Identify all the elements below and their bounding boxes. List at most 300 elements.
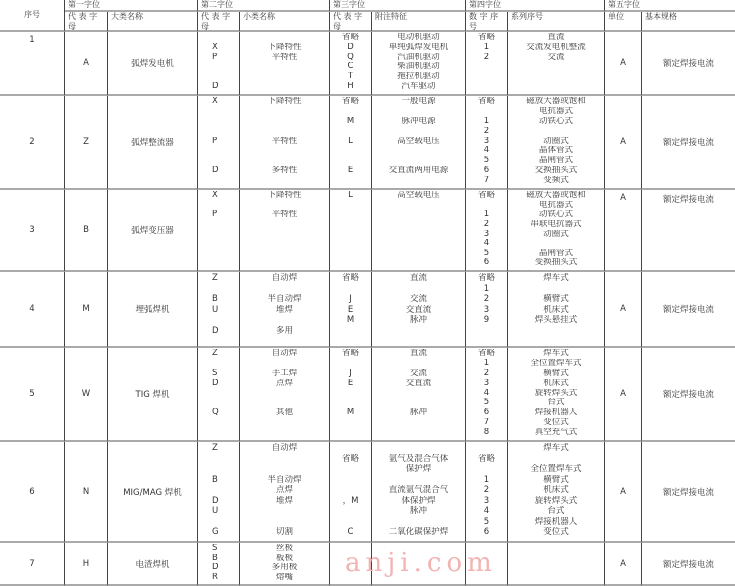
c2-line bbox=[212, 315, 239, 326]
name2-line: 下降特性 bbox=[267, 191, 302, 200]
name2-line: 半自动焊 bbox=[267, 294, 302, 304]
name4-line: 变位式 bbox=[543, 527, 569, 537]
c2-line: S bbox=[212, 544, 218, 553]
name4-line: 动铁心式 bbox=[538, 210, 573, 220]
basic-spec bbox=[642, 96, 735, 190]
header-subcolumn-label: 代 表 字母 bbox=[333, 12, 363, 31]
c4-line: 2 bbox=[483, 294, 490, 304]
c2-line bbox=[212, 359, 239, 369]
basic-spec-text: 额定焊接电流 bbox=[662, 59, 714, 69]
c3-line bbox=[330, 107, 371, 117]
c4-line: 4 bbox=[483, 506, 490, 516]
name4-line: 变位式 bbox=[543, 418, 569, 428]
c4-line bbox=[466, 464, 507, 475]
note3-line bbox=[372, 127, 465, 137]
note3-cell bbox=[372, 32, 466, 96]
c3-line: T bbox=[347, 72, 354, 82]
c3-line bbox=[330, 359, 371, 369]
c3-line bbox=[330, 464, 371, 475]
name4-line: 交流发电机整流 bbox=[526, 42, 586, 52]
c3-line bbox=[330, 398, 371, 408]
note3-line bbox=[372, 443, 465, 454]
c3-line: 省略 bbox=[341, 453, 359, 464]
name4-line: 电抗器式 bbox=[538, 106, 573, 116]
c4-line: 5 bbox=[483, 248, 490, 258]
unit bbox=[605, 348, 642, 442]
class-name-text: 弧焊整流器 bbox=[131, 138, 174, 148]
name2-line: 点焊 bbox=[275, 378, 293, 388]
c2-line: S bbox=[212, 368, 218, 378]
class-code-text: B bbox=[83, 225, 89, 235]
name2-line: 切割 bbox=[275, 527, 293, 537]
note3-line bbox=[372, 359, 465, 369]
row-number bbox=[0, 272, 65, 348]
c4-line: 6 bbox=[483, 166, 490, 176]
name4-line: 磁放大器或饱和 bbox=[526, 191, 586, 200]
c3-cell bbox=[330, 442, 372, 543]
c3-line bbox=[330, 443, 371, 454]
c3-line: C bbox=[347, 62, 354, 72]
header-subcolumn bbox=[605, 12, 642, 32]
class-code-text: H bbox=[82, 558, 90, 569]
class-name-text: 电渣焊机 bbox=[135, 559, 170, 570]
name2-line bbox=[240, 156, 329, 166]
name4-line: 焊车式 bbox=[543, 443, 569, 453]
header-group bbox=[605, 0, 735, 12]
c2-line: P bbox=[212, 136, 218, 146]
name4-line: 焊车式 bbox=[543, 349, 569, 358]
note3-line bbox=[372, 517, 465, 528]
c3-line: Q bbox=[347, 52, 354, 62]
name4-line: 交换抽头式 bbox=[534, 166, 578, 176]
note3-line bbox=[372, 107, 465, 117]
name2-line: 点焊 bbox=[275, 485, 293, 495]
name4-line: 台式 bbox=[547, 398, 565, 408]
c4-line: 1 bbox=[483, 283, 490, 294]
name4-line: 台式 bbox=[547, 506, 565, 516]
header-subcolumn bbox=[372, 12, 466, 32]
name2-line: 堆焊 bbox=[275, 304, 293, 315]
basic-spec-text: 额定焊接电流 bbox=[662, 195, 714, 205]
basic-spec bbox=[642, 348, 735, 442]
name2-line bbox=[240, 464, 329, 475]
c2-line bbox=[212, 117, 239, 127]
c4-cell bbox=[466, 190, 508, 272]
row-number bbox=[0, 348, 65, 442]
name4-line bbox=[508, 239, 604, 249]
name4-line: 机床式 bbox=[543, 378, 569, 388]
name2-line bbox=[240, 398, 329, 408]
c3-line: J bbox=[349, 368, 352, 378]
c2-line: D bbox=[212, 82, 219, 92]
c3-line: 省略 bbox=[341, 33, 359, 42]
name2-line: 多用 bbox=[275, 325, 293, 336]
c4-line: 4 bbox=[483, 146, 490, 156]
c4-cell bbox=[466, 442, 508, 543]
c2-line: B bbox=[212, 474, 218, 485]
unit bbox=[605, 442, 642, 543]
header-subcolumn-label: 代 表 字母 bbox=[201, 12, 231, 31]
row-number-text: 1 bbox=[29, 35, 35, 45]
c3-line bbox=[330, 517, 371, 528]
c2-line: Z bbox=[212, 349, 218, 358]
header-group-label: 第三字位 bbox=[333, 0, 365, 9]
c4-line: 5 bbox=[483, 398, 490, 408]
c4-line: 6 bbox=[483, 527, 490, 537]
note3-line: 二氧化碳保护焊 bbox=[388, 527, 449, 537]
name4-line: 焊头悬挂式 bbox=[534, 315, 578, 325]
c2-line bbox=[212, 72, 239, 82]
header-subcolumn-label: 小类名称 bbox=[243, 12, 275, 21]
c2-line bbox=[212, 33, 239, 43]
c3-cell bbox=[330, 190, 372, 272]
basic-spec bbox=[642, 543, 735, 586]
c4-line: 6 bbox=[483, 408, 490, 418]
header-subcolumn-label: 代 表 字母 bbox=[68, 12, 98, 31]
c4-line: 2 bbox=[483, 485, 490, 495]
c2-line: P bbox=[212, 210, 218, 220]
class-name-text: 弧焊变压器 bbox=[131, 226, 174, 236]
c4-line: 7 bbox=[483, 176, 490, 185]
c4-line: 7 bbox=[483, 418, 490, 428]
name4-cell bbox=[508, 272, 605, 348]
header-subcolumn bbox=[198, 12, 240, 32]
c2-line bbox=[212, 398, 239, 408]
c2-line: U bbox=[212, 304, 219, 315]
name4-line: 晶闸管式 bbox=[538, 156, 573, 166]
note3-line: 汽油机驱动 bbox=[397, 52, 440, 62]
name4-line: 焊车式 bbox=[543, 273, 569, 283]
name4-line: 变换抽头式 bbox=[534, 258, 578, 268]
basic-spec bbox=[642, 190, 735, 272]
name4-line: 横臂式 bbox=[543, 368, 569, 378]
header-subcolumn bbox=[108, 12, 198, 32]
c2-cell bbox=[198, 96, 240, 190]
class-code-text: M bbox=[82, 304, 90, 314]
note3-line: 氩气及混合气体 bbox=[388, 453, 449, 464]
note3-line: 一般电源 bbox=[401, 97, 436, 106]
note3-cell bbox=[372, 190, 466, 272]
name4-line: 晶闸管式 bbox=[538, 248, 573, 258]
name2-line bbox=[240, 117, 329, 127]
c2-line: X bbox=[212, 191, 218, 200]
name2-line bbox=[240, 33, 329, 43]
name2-line bbox=[240, 517, 329, 528]
unit bbox=[605, 96, 642, 190]
header-subcolumn-label: 系列序号 bbox=[511, 12, 543, 21]
name4-cell bbox=[508, 190, 605, 272]
c3-line: M bbox=[346, 116, 355, 126]
c2-cell bbox=[198, 543, 240, 586]
note3-line: 脉冲 bbox=[409, 408, 427, 418]
name2-line: 自动焊 bbox=[271, 349, 298, 358]
name4-line: 动圈式 bbox=[543, 229, 569, 239]
class-name-text: TIG 焊机 bbox=[135, 390, 170, 400]
header-subcolumn bbox=[65, 12, 108, 32]
header-group-label: 第四字位 bbox=[469, 0, 501, 9]
c4-line bbox=[466, 107, 507, 117]
name2-line: 自动焊 bbox=[271, 443, 298, 453]
note3-line: 单纯弧焊发电机 bbox=[388, 42, 449, 52]
c4-cell bbox=[466, 96, 508, 190]
name4-line: 全位置焊车式 bbox=[530, 464, 582, 474]
note3-line: 高空载电压 bbox=[397, 191, 440, 200]
name4-line bbox=[508, 284, 604, 295]
c3-line: J bbox=[349, 294, 352, 304]
c2-line: Z bbox=[212, 443, 218, 453]
note3-line bbox=[372, 398, 465, 408]
note3-line bbox=[372, 284, 465, 295]
c4-line: 5 bbox=[483, 516, 490, 527]
basic-spec bbox=[642, 32, 735, 96]
c3-line: D bbox=[347, 42, 354, 52]
row-number bbox=[0, 32, 65, 96]
name2-line bbox=[240, 146, 329, 156]
c2-line bbox=[212, 127, 239, 137]
name2-line: 半自动焊 bbox=[267, 474, 302, 485]
c3-line: ，M bbox=[342, 495, 359, 506]
basic-spec-text: 额定焊接电流 bbox=[662, 305, 714, 315]
name2-line bbox=[240, 127, 329, 137]
c4-cell bbox=[466, 272, 508, 348]
c4-line: 1 bbox=[483, 42, 490, 52]
name2-cell bbox=[240, 348, 330, 442]
c3-line bbox=[330, 146, 371, 156]
c2-line bbox=[212, 107, 239, 117]
name2-line: 手工焊 bbox=[271, 368, 298, 378]
row-number-text: 4 bbox=[29, 304, 35, 314]
c4-line: 8 bbox=[483, 428, 490, 437]
c3-line bbox=[330, 475, 371, 486]
name4-line: 晶体管式 bbox=[538, 146, 573, 156]
header-subcolumn bbox=[508, 12, 605, 32]
basic-spec-text: 额定焊接电流 bbox=[662, 559, 714, 570]
c2-line: P bbox=[212, 52, 218, 62]
name2-line: 丝极 bbox=[275, 544, 293, 553]
name4-line: 机床式 bbox=[543, 485, 569, 495]
note3-cell bbox=[372, 442, 466, 543]
c4-line: 省略 bbox=[477, 273, 495, 283]
row-number-text: 6 bbox=[29, 486, 35, 497]
name4-line: 焊接机器人 bbox=[534, 516, 578, 527]
c3-line: 省略 bbox=[341, 273, 359, 283]
name2-line bbox=[240, 107, 329, 117]
class-name bbox=[108, 442, 198, 543]
name4-line: 交流 bbox=[547, 52, 565, 62]
name4-line: 横臂式 bbox=[543, 474, 569, 485]
name4-cell bbox=[508, 348, 605, 442]
c3-cell bbox=[330, 32, 372, 96]
c4-line: 省略 bbox=[477, 191, 495, 200]
name4-line: 真空充气式 bbox=[534, 428, 578, 437]
unit-text: A bbox=[620, 137, 626, 147]
unit-text: A bbox=[620, 389, 626, 399]
name4-line: 旋转焊头式 bbox=[534, 388, 578, 398]
name2-line: 多用极 bbox=[271, 563, 298, 572]
c4-line: 3 bbox=[483, 136, 490, 146]
class-code-text: A bbox=[83, 58, 89, 68]
name2-line bbox=[240, 389, 329, 399]
unit bbox=[605, 543, 642, 586]
note3-line: 脉冲 bbox=[409, 315, 427, 325]
c2-cell bbox=[198, 348, 240, 442]
c2-line bbox=[212, 454, 239, 465]
name4-line: 横臂式 bbox=[543, 294, 569, 304]
unit bbox=[605, 190, 642, 272]
note3-line: 交直流 bbox=[405, 378, 432, 388]
header-subcolumn bbox=[330, 12, 372, 32]
note3-line bbox=[372, 389, 465, 399]
name4-line: 磁放大器或饱和 bbox=[526, 97, 586, 106]
c2-line bbox=[212, 156, 239, 166]
c3-line: 省略 bbox=[341, 349, 359, 358]
note3-line: 脉冲 bbox=[409, 506, 427, 516]
c3-line: L bbox=[348, 136, 353, 146]
class-name bbox=[108, 96, 198, 190]
name2-cell bbox=[240, 543, 330, 586]
class-name-text: 弧焊发电机 bbox=[131, 59, 174, 69]
name2-line bbox=[240, 284, 329, 295]
note3-line bbox=[372, 156, 465, 166]
name2-line: 板极 bbox=[275, 553, 293, 563]
unit-text: A bbox=[620, 558, 626, 569]
class-code bbox=[65, 348, 108, 442]
note3-line: 高空载电压 bbox=[397, 136, 440, 146]
note3-line bbox=[372, 146, 465, 156]
c4-line: 2 bbox=[483, 219, 490, 229]
name2-cell bbox=[240, 272, 330, 348]
c3-line: H bbox=[347, 82, 354, 92]
name4-line: 旋转焊头式 bbox=[534, 495, 578, 506]
name4-cell bbox=[508, 543, 605, 586]
name2-line bbox=[240, 506, 329, 517]
c4-line: 1 bbox=[483, 116, 490, 126]
c3-line: M bbox=[346, 408, 355, 418]
name2-line: 其他 bbox=[275, 408, 293, 418]
name4-cell bbox=[508, 32, 605, 96]
note3-line: 直流氩气混合气 bbox=[388, 485, 449, 495]
c4-line: 2 bbox=[483, 52, 490, 62]
c3-line: M bbox=[346, 315, 355, 325]
name2-cell bbox=[240, 96, 330, 190]
note3-line: 交直流 bbox=[405, 304, 432, 315]
class-code bbox=[65, 272, 108, 348]
row-number bbox=[0, 442, 65, 543]
note3-cell bbox=[372, 543, 466, 586]
c4-cell bbox=[466, 543, 508, 586]
unit bbox=[605, 272, 642, 348]
c2-line: U bbox=[212, 506, 219, 516]
c4-line: 1 bbox=[483, 474, 490, 485]
watermark: anji.com bbox=[345, 548, 497, 578]
note3-line: 汽车驱动 bbox=[401, 82, 436, 92]
c3-line: 省略 bbox=[341, 97, 359, 106]
note3-line: 保护焊 bbox=[405, 464, 432, 474]
unit bbox=[605, 32, 642, 96]
c2-line: Q bbox=[212, 408, 219, 418]
c2-line bbox=[212, 146, 239, 156]
c2-cell bbox=[198, 190, 240, 272]
c2-line: G bbox=[212, 527, 219, 537]
note3-line: 交直流两用电源 bbox=[388, 166, 449, 176]
name2-line: 熔嘴 bbox=[275, 572, 293, 582]
c4-line: 省略 bbox=[477, 349, 495, 358]
c3-cell bbox=[330, 96, 372, 190]
c2-line: D bbox=[212, 563, 219, 572]
class-name bbox=[108, 272, 198, 348]
class-name bbox=[108, 190, 198, 272]
header-subcolumn-label: 单位 bbox=[608, 12, 624, 21]
row-number bbox=[0, 543, 65, 586]
class-name bbox=[108, 32, 198, 96]
c2-line bbox=[212, 485, 239, 496]
row-number bbox=[0, 96, 65, 190]
c3-line: C bbox=[347, 527, 354, 537]
c2-line: D bbox=[212, 378, 219, 388]
note3-line bbox=[372, 475, 465, 486]
class-code-text: W bbox=[81, 389, 91, 399]
row-number-text: 3 bbox=[29, 225, 35, 235]
name2-line: 平特性 bbox=[271, 136, 298, 146]
c3-line: E bbox=[347, 166, 354, 176]
c2-line bbox=[212, 517, 239, 528]
header-subcolumn bbox=[642, 12, 735, 32]
c4-line: 5 bbox=[483, 156, 490, 166]
class-code bbox=[65, 32, 108, 96]
class-code-text: N bbox=[82, 486, 90, 497]
note3-line: 脉冲电源 bbox=[401, 116, 436, 126]
c3-line bbox=[330, 156, 371, 166]
c4-line: 4 bbox=[483, 239, 490, 249]
c2-line: R bbox=[212, 572, 218, 582]
class-code bbox=[65, 96, 108, 190]
c2-line: X bbox=[212, 97, 218, 106]
row-number-text: 2 bbox=[29, 137, 35, 147]
c4-line: 省略 bbox=[477, 33, 495, 42]
row-number-text: 5 bbox=[29, 389, 35, 399]
name4-line: 串联电抗器式 bbox=[530, 219, 582, 229]
c2-line: D bbox=[212, 325, 219, 336]
c2-cell bbox=[198, 32, 240, 96]
name2-line: 下降特性 bbox=[267, 97, 302, 106]
c4-line: 3 bbox=[483, 229, 490, 239]
note3-line: 体保护焊 bbox=[401, 495, 436, 506]
class-name-text: MIG/MAG 焊机 bbox=[123, 487, 182, 498]
c4-line: 6 bbox=[483, 258, 490, 268]
note3-cell bbox=[372, 348, 466, 442]
c4-line: 3 bbox=[483, 378, 490, 388]
name2-line: 下降特性 bbox=[267, 42, 302, 52]
header-label: 序号 bbox=[24, 10, 40, 20]
c4-line bbox=[466, 443, 507, 454]
c2-line: D bbox=[212, 495, 219, 506]
c2-cell bbox=[198, 442, 240, 543]
c3-cell bbox=[330, 543, 372, 586]
name2-line: 平特性 bbox=[271, 52, 298, 62]
c4-cell bbox=[466, 348, 508, 442]
unit-text: A bbox=[620, 193, 626, 203]
name2-line: 平特性 bbox=[271, 210, 298, 220]
header-subcolumn-label: 基本规格 bbox=[645, 12, 677, 21]
c2-line bbox=[212, 62, 239, 72]
class-code bbox=[65, 190, 108, 272]
c3-line bbox=[330, 284, 371, 295]
c2-line bbox=[212, 389, 239, 399]
c4-line: 1 bbox=[483, 210, 490, 220]
header-group bbox=[466, 0, 605, 12]
class-name bbox=[108, 348, 198, 442]
name2-line bbox=[240, 201, 329, 211]
